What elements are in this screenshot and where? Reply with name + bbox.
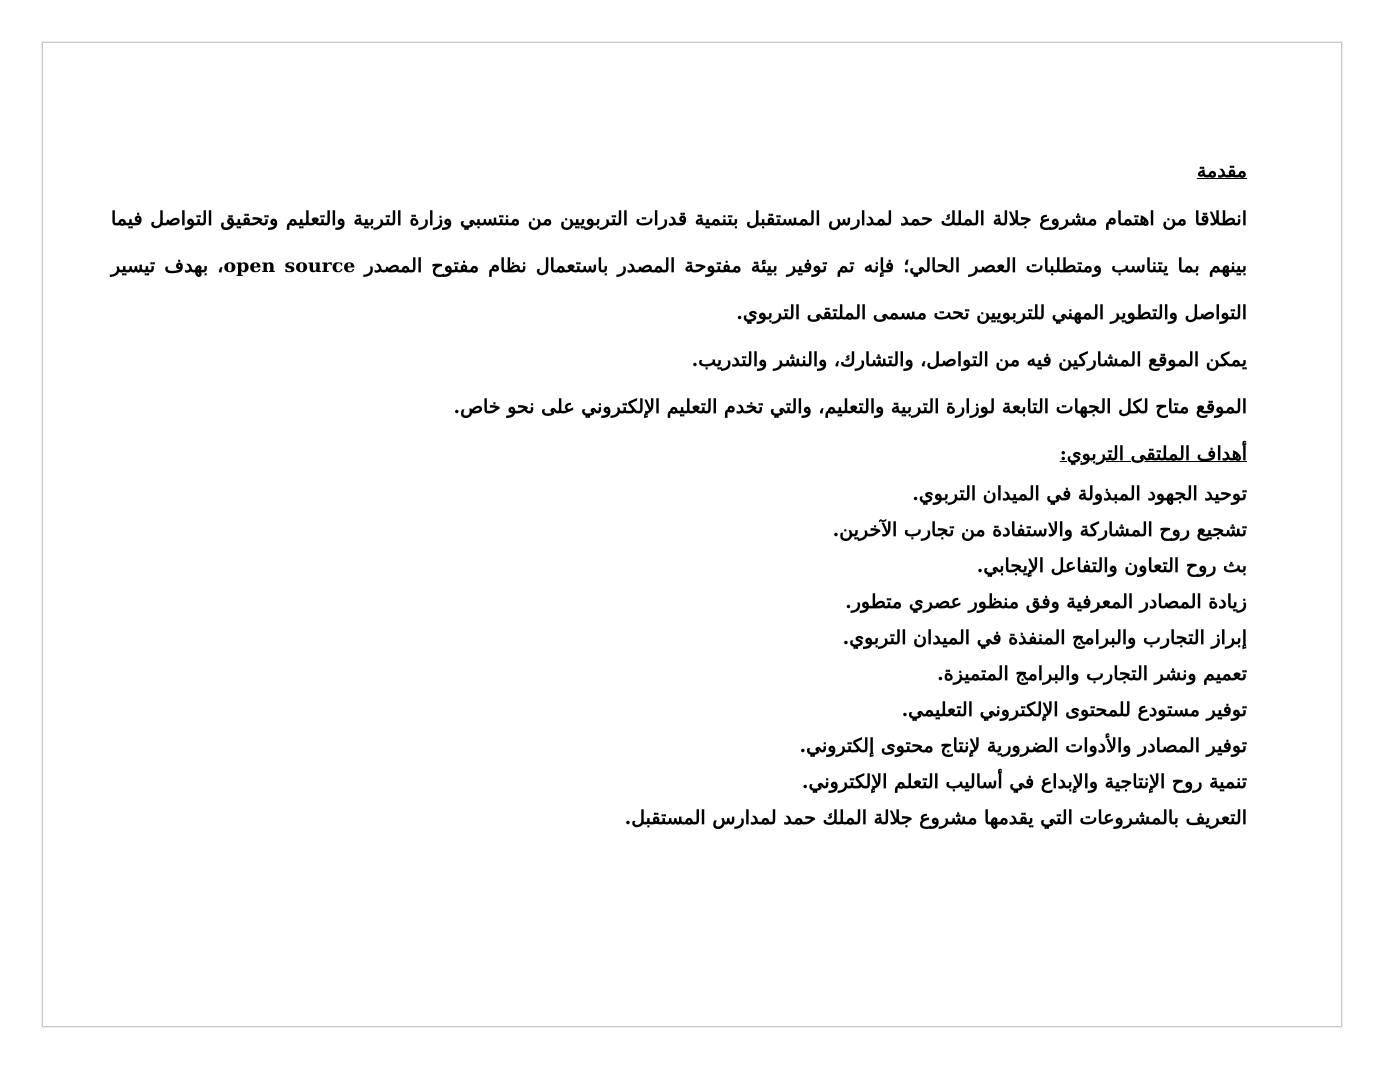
goals-heading: أهداف الملتقى التربوي: (1059, 443, 1247, 465)
intro-paragraph: انطلاقا من اهتمام مشروع جلالة الملك حمد لمدارس المستقبل بتنمية قدرات التربويين من منتسبي وزارة التربية والتعليم وتحقيق التواصل فيما بينهم بما يتناسب ومتطلبات العصر الحالي؛ فإنه تم توفير بيئة مفتوحة المصدر باستعمال نظام مفتوح المصدر open source، بهدف تيسير التواصل والتطوير المهني للتربويين تحت مسمى الملتقى التربوي. (111, 208, 1248, 324)
intro-heading: مقدمة (1196, 160, 1247, 182)
goal-item: تنمية روح الإنتاجية والإبداع في أساليب التعلم الإلكتروني. (801, 771, 1247, 793)
goal-item: زيادة المصادر المعرفية وفق منظور عصري متطور. (845, 591, 1247, 613)
goal-item: توفير مستودع للمحتوى الإلكتروني التعليمي. (901, 699, 1247, 721)
document-body (111, 156, 1247, 836)
goal-item: توفير المصادر والأدوات الضرورية لإنتاج محتوى إلكتروني. (799, 735, 1247, 757)
goal-item: التعريف بالمشروعات التي يقدمها مشروع جلالة الملك حمد لمدارس المستقبل. (624, 807, 1247, 829)
goals-list (111, 476, 1247, 836)
goal-item: تعميم ونشر التجارب والبرامج المتميزة. (937, 663, 1247, 685)
goal-item: توحيد الجهود المبذولة في الميدان التربوي. (912, 483, 1247, 505)
site-enables-text: يمكن الموقع المشاركين فيه من التواصل، والتشارك، والنشر والتدريب. (691, 349, 1247, 371)
document-page (42, 42, 1342, 1027)
goal-item: تشجيع روح المشاركة والاستفادة من تجارب الآخرين. (832, 519, 1247, 541)
goal-item: بث روح التعاون والتفاعل الإيجابي. (976, 555, 1247, 577)
site-available-text: الموقع متاح لكل الجهات التابعة لوزارة التربية والتعليم، والتي تخدم التعليم الإلكتروني على نحو خاص. (453, 396, 1247, 418)
goal-item: إبراز التجارب والبرامج المنفذة في الميدان التربوي. (842, 627, 1247, 649)
